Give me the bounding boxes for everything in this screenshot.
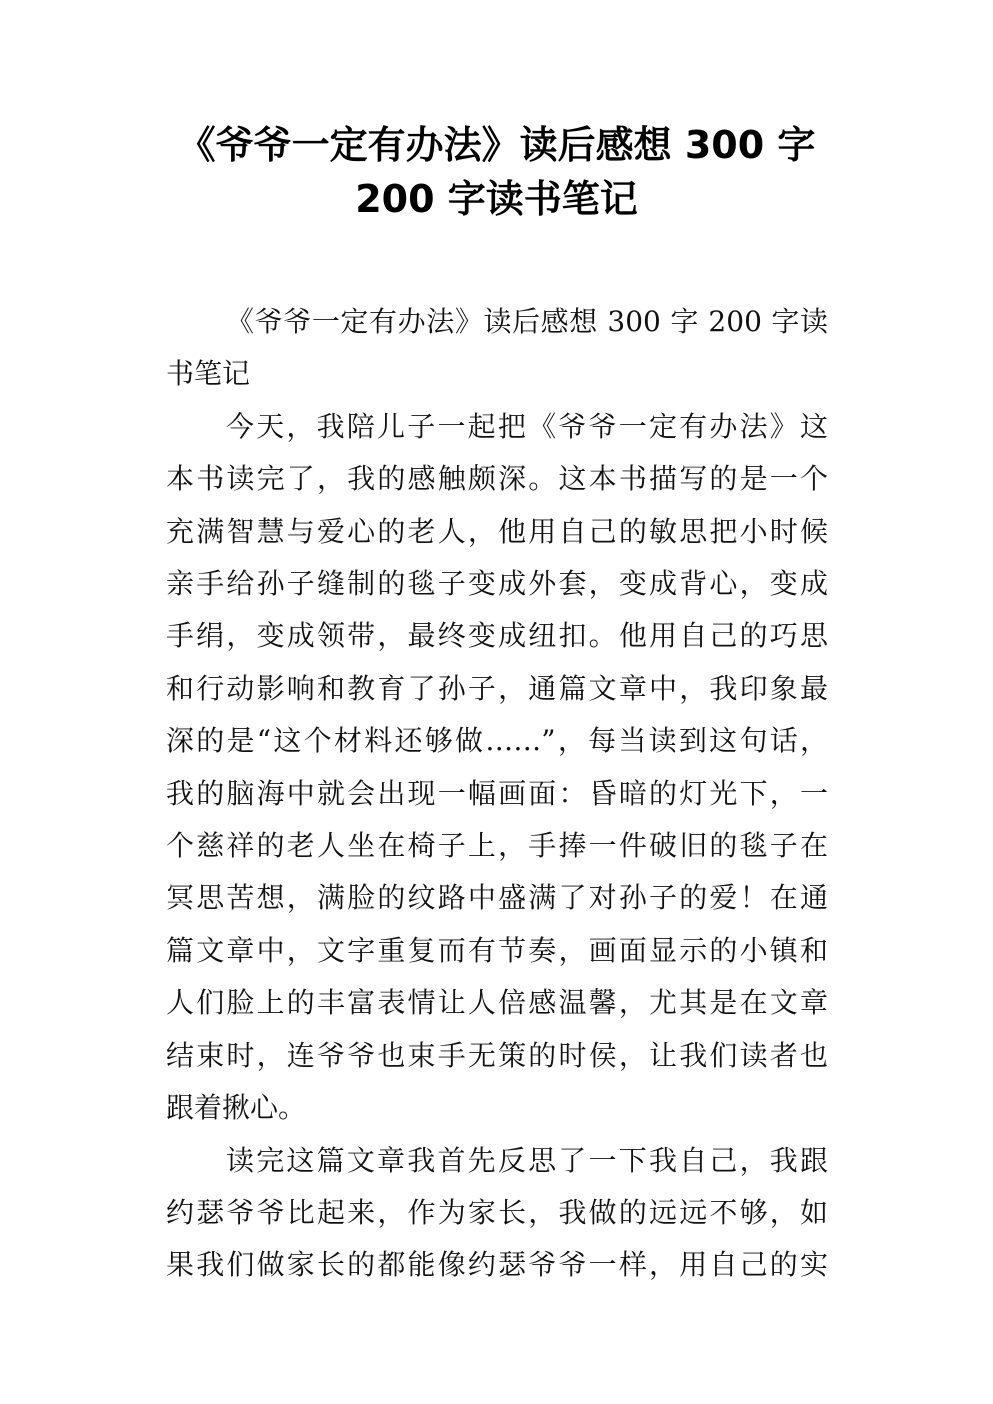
title-line-1: 《爷爷一定有办法》读后感想 300 字 [177,123,816,167]
text-line: 结束时，连爷爷也束手无策的时侯，让我们读者也 [166,1038,828,1072]
paragraph-1 [166,296,828,401]
text-line: 深的是“这个材料还够做……”，每当读到这句话， [166,724,828,758]
text-line: 个慈祥的老人坐在椅子上，手捧一件破旧的毯子在 [166,829,828,863]
text-line: 手绢，变成领带，最终变成纽扣。他用自己的巧思 [166,619,828,653]
paragraph-2 [166,401,828,1135]
text-line: 果我们做家长的都能像约瑟爷爷一样，用自己的实 [166,1248,828,1282]
document-body [166,296,828,1292]
text-line: 冥思苦想，满脸的纹路中盛满了对孙子的爱！在通 [166,881,828,915]
document-title [120,118,873,226]
text-line: 和行动影响和教育了孙子，通篇文章中，我印象最 [166,671,828,705]
text-line: 人们脸上的丰富表情让人倍感温馨，尤其是在文章 [166,986,828,1020]
text-line: 读完这篇文章我首先反思了一下我自己，我跟 [226,1143,828,1177]
text-line: 跟着揪心。 [166,1091,307,1125]
text-line: 充满智慧与爱心的老人，他用自己的敏思把小时候 [166,514,828,548]
text-line: 我的脑海中就会出现一幅画面：昏暗的灯光下，一 [166,776,828,810]
text-line: 篇文章中，文字重复而有节奏，画面显示的小镇和 [166,933,828,967]
paragraph-3 [166,1135,828,1292]
title-line-2: 200 字读书笔记 [355,177,638,221]
text-line: 亲手给孙子缝制的毯子变成外套，变成背心，变成 [166,567,828,601]
text-line: 《爷爷一定有办法》读后感想 300 字 200 字读 [226,305,828,338]
text-line: 本书读完了，我的感触颇深。这本书描写的是一个 [166,462,828,496]
text-line: 约瑟爷爷比起来，作为家长，我做的远远不够，如 [166,1195,828,1229]
text-line: 书笔记 [166,357,251,391]
text-line: 今天，我陪儿子一起把《爷爷一定有办法》这 [226,409,828,443]
